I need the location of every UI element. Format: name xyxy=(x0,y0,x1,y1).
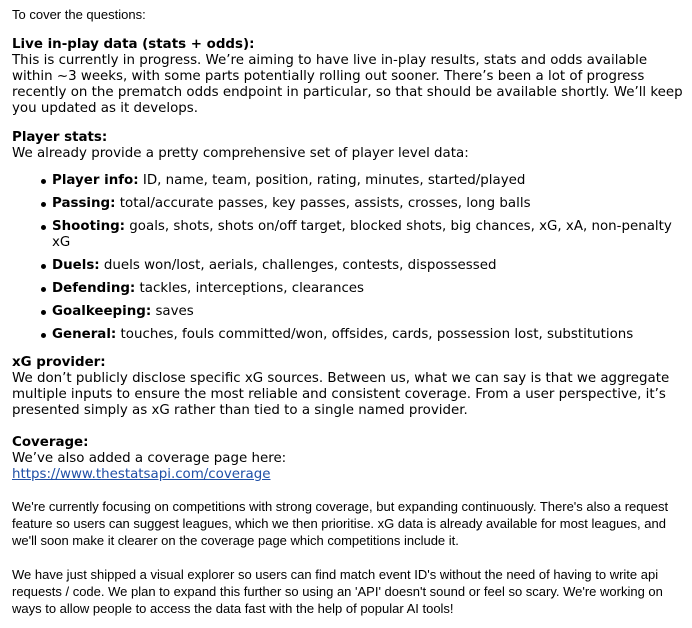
coverage-heading: Coverage: xyxy=(12,435,89,450)
list-item xyxy=(52,219,684,251)
coverage-link[interactable]: https://www.thestatsapi.com/coverage xyxy=(12,467,271,482)
list-item-text: total/accurate passes, key passes, assists, crosses, long balls xyxy=(115,196,531,211)
section-player-stats xyxy=(12,130,684,162)
coverage-intro: We’ve also added a coverage page here: xyxy=(12,451,287,466)
xg-body: We don’t publicly disclose specific xG sources. Between us, what we can say is that we aggregate multiple inputs to ensure the most reliable and consistent coverage. From a user perspective, it’s presented simply as xG rather than tied to a single named provider. xyxy=(12,371,670,418)
list-item xyxy=(52,258,684,274)
section-xg-provider xyxy=(12,355,684,419)
list-item-label: Goalkeeping: xyxy=(52,304,152,319)
live-body: This is currently in progress. We’re aiming to have live in-play results, stats and odds available within ~3 weeks, with some parts potentially rolling out sooner. There’s been a lot of progress recently on the prematch odds endpoint in particular, so that should be available shortly. We’ll keep you updated as it develops. xyxy=(12,53,683,116)
player-stats-heading: Player stats: xyxy=(12,130,108,145)
paragraph-focus: We're currently focusing on competitions with strong coverage, but expanding continuously. There's also a request feature so users can suggest leagues, which we then prioritise. xG data is already available for most leagues, and we'll soon make it clearer on the coverage page which competitions include it. xyxy=(12,499,669,548)
section-coverage xyxy=(12,435,684,483)
list-item-text: ID, name, team, position, rating, minutes, started/played xyxy=(138,173,526,188)
list-item-label: Shooting: xyxy=(52,219,126,234)
list-item xyxy=(52,327,684,343)
section-live-in-play xyxy=(12,37,684,117)
list-item-text: saves xyxy=(151,304,194,319)
list-item xyxy=(52,304,684,320)
list-item-text: goals, shots, shots on/off target, blocked shots, big chances, xG, xA, non-penalty xG xyxy=(52,219,672,250)
xg-heading: xG provider: xyxy=(12,355,106,370)
list-item-text: duels won/lost, aerials, challenges, contests, dispossessed xyxy=(99,258,497,273)
live-heading: Live in-play data (stats + odds): xyxy=(12,37,255,52)
player-stats-intro: We already provide a pretty comprehensive set of player level data: xyxy=(12,146,469,161)
list-item-label: Player info: xyxy=(52,173,139,188)
list-item-label: Defending: xyxy=(52,281,136,296)
list-item-text: touches, fouls committed/won, offsides, cards, possession lost, substitutions xyxy=(116,327,634,342)
list-item-label: Passing: xyxy=(52,196,116,211)
paragraph-explorer: We have just shipped a visual explorer so users can find match event ID's without the need of having to write api requests / code. We plan to expand this further so using an 'API' doesn't sound or feel so scary. We're working on ways to allow people to access the data fast with the help of popular AI tools! xyxy=(12,567,663,616)
list-item xyxy=(52,196,684,212)
player-stats-list xyxy=(12,173,684,350)
intro-line: To cover the questions: xyxy=(12,7,146,22)
list-item-text: tackles, interceptions, clearances xyxy=(135,281,365,296)
list-item xyxy=(52,173,684,189)
list-item-label: General: xyxy=(52,327,117,342)
list-item xyxy=(52,281,684,297)
list-item-label: Duels: xyxy=(52,258,100,273)
